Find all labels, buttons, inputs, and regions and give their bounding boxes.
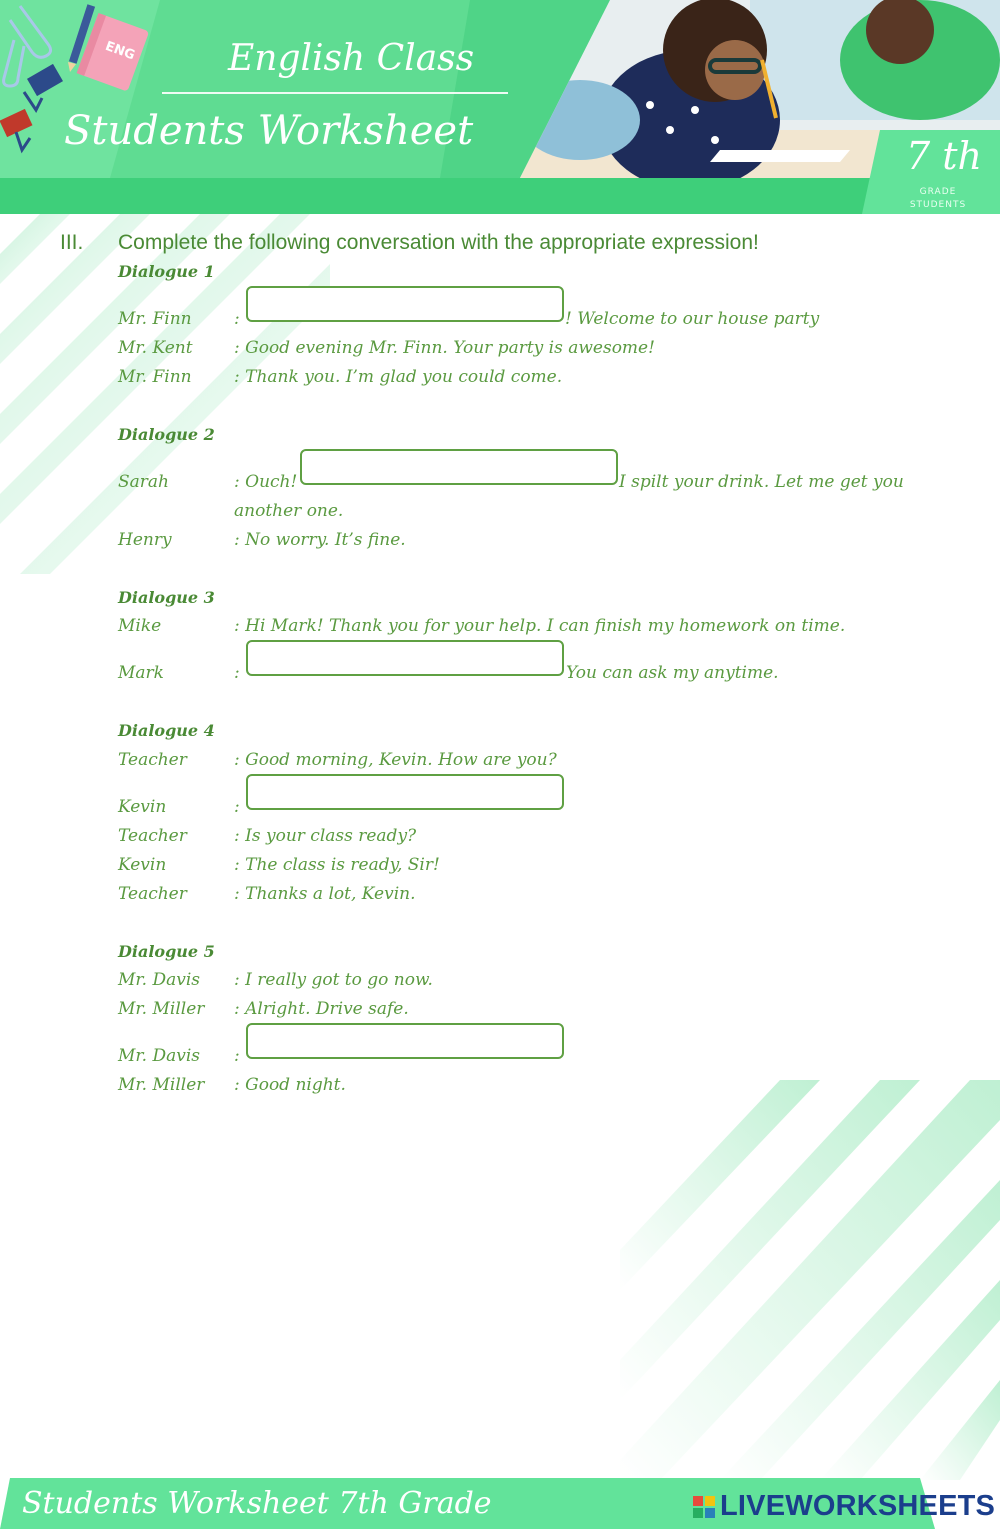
dialogue-line: : Good morning, Kevin. How are you?	[234, 750, 557, 770]
dialogue-title: Dialogue 3	[118, 588, 215, 607]
speaker-name: Mark	[118, 663, 164, 683]
speaker-name: Sarah	[118, 472, 169, 492]
dialogue-line-prefix: :	[234, 309, 240, 329]
speaker-name: Teacher	[118, 826, 187, 846]
speaker-name: Mr. Finn	[118, 367, 192, 387]
speaker-name: Mr. Davis	[118, 970, 201, 990]
worksheet-header	[0, 0, 1000, 214]
decorative-stripes-right	[620, 1080, 1000, 1480]
dialogue-line: : Good night.	[234, 1075, 346, 1095]
answer-input-dialogue-4[interactable]	[246, 774, 564, 810]
dialogue-line-prefix: : Ouch!	[234, 472, 298, 492]
speaker-name: Mr. Miller	[118, 1075, 205, 1095]
speaker-name: Mr. Finn	[118, 309, 192, 329]
dialogue-line: : Is your class ready?	[234, 826, 417, 846]
speaker-name: Henry	[118, 530, 172, 550]
dialogue-line-prefix: :	[234, 663, 240, 683]
speaker-name: Teacher	[118, 750, 187, 770]
speaker-name: Mr. Miller	[118, 999, 205, 1019]
dialogue-line: : The class is ready, Sir!	[234, 855, 440, 875]
binder-clip-icon	[24, 64, 63, 110]
speaker-name: Mike	[118, 616, 162, 636]
dialogue-line: : Hi Mark! Thank you for your help. I can finish my homework on time.	[234, 616, 846, 636]
question-instruction: Complete the following conversation with the appropriate expression!	[118, 231, 759, 254]
footer-title: Students Worksheet 7th Grade	[22, 1486, 492, 1521]
paperclip-icon	[4, 40, 24, 86]
speaker-name: Mr. Kent	[118, 338, 193, 358]
dialogue-title: Dialogue 5	[118, 942, 215, 961]
answer-input-dialogue-5[interactable]	[246, 1023, 564, 1059]
title-divider	[162, 92, 508, 94]
binder-clip-icon	[0, 109, 32, 150]
dialogue-title: Dialogue 1	[118, 262, 215, 281]
paperclip-icon	[10, 6, 51, 57]
speaker-name: Kevin	[118, 797, 167, 817]
speaker-name: Kevin	[118, 855, 167, 875]
dialogue-line: : No worry. It’s fine.	[234, 530, 406, 550]
speaker-name: Teacher	[118, 884, 187, 904]
grade-label-line-2: STUDENTS	[909, 200, 967, 210]
dialogue-line-prefix: :	[234, 1046, 240, 1066]
answer-input-dialogue-1[interactable]	[246, 286, 564, 322]
dialogue-line-continuation: another one.	[234, 501, 344, 521]
dialogue-line-suffix: I spilt your drink. Let me get you	[619, 472, 904, 492]
dialogue-line: : Good evening Mr. Finn. Your party is awesome!	[234, 338, 655, 358]
grade-label-line-1: GRADE	[919, 187, 957, 197]
answer-input-dialogue-2[interactable]	[300, 449, 618, 485]
class-title: English Class	[228, 38, 475, 79]
dialogue-line: : Alright. Drive safe.	[234, 999, 409, 1019]
dialogue-line-suffix: ! Welcome to our house party	[565, 309, 820, 329]
svg-text:ENG: ENG	[103, 38, 137, 64]
dialogue-line: : Thank you. I’m glad you could come.	[234, 367, 563, 387]
answer-input-dialogue-3[interactable]	[246, 640, 564, 676]
grade-number: 7 th	[906, 134, 982, 178]
header-bottom-bar	[0, 178, 1000, 214]
dialogue-line-suffix: You can ask my anytime.	[566, 663, 779, 683]
dialogue-title: Dialogue 2	[118, 425, 215, 444]
dialogue-line: : I really got to go now.	[234, 970, 433, 990]
dialogue-line: : Thanks a lot, Kevin.	[234, 884, 416, 904]
liveworksheets-brand[interactable]: LIVEWORKSHEETS	[720, 1490, 996, 1522]
grade-label	[900, 186, 976, 212]
question-number: III.	[60, 231, 84, 254]
liveworksheets-logo-icon	[693, 1490, 717, 1522]
worksheet-title: Students Worksheet	[64, 108, 474, 154]
dialogue-title: Dialogue 4	[118, 721, 215, 740]
dialogue-line-prefix: :	[234, 797, 240, 817]
speaker-name: Mr. Davis	[118, 1046, 201, 1066]
